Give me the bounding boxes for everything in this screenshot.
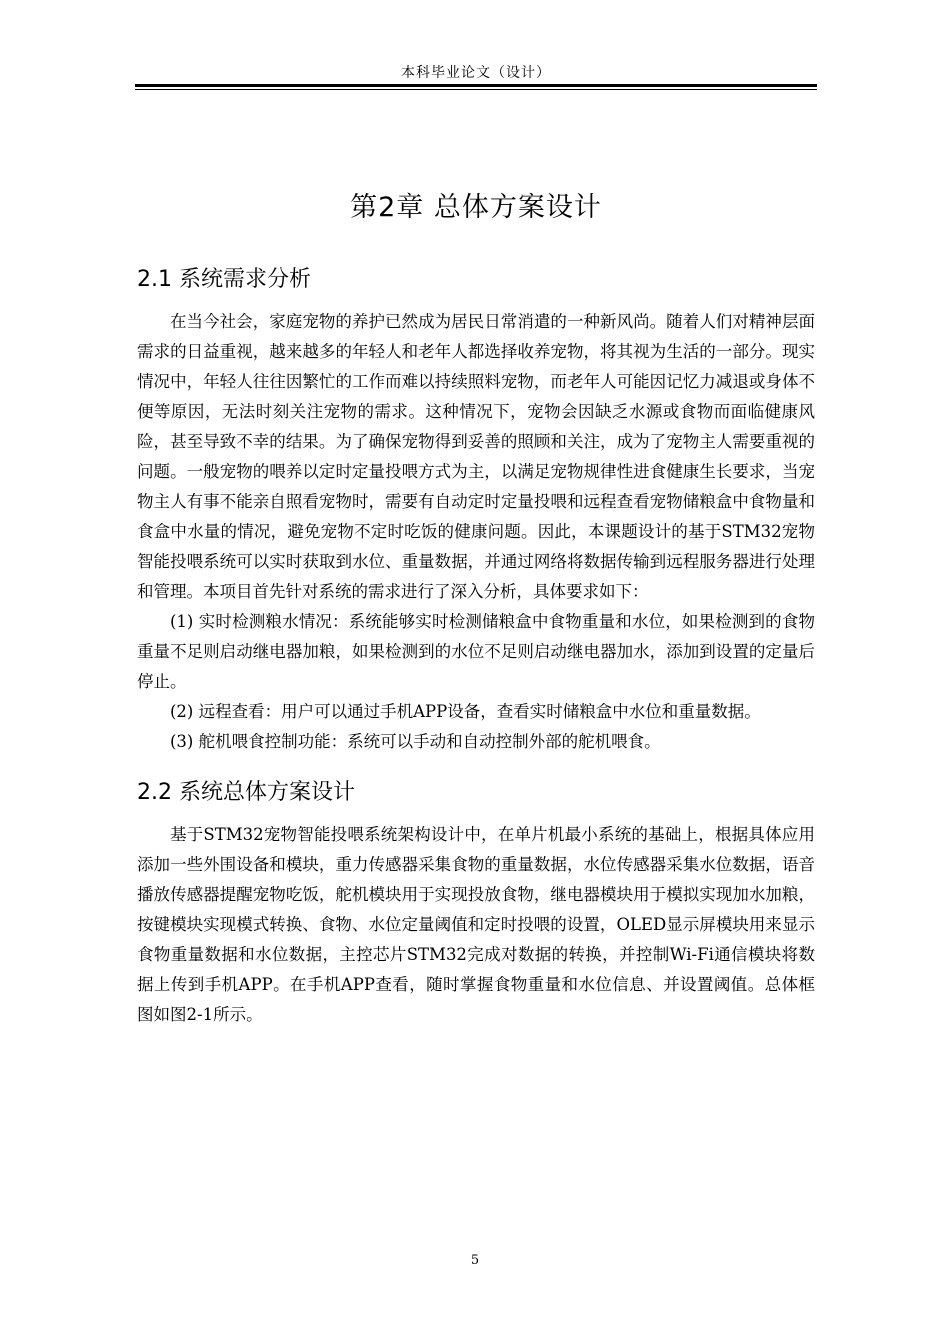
chapter-title: 第2章 总体方案设计 [350, 192, 602, 223]
running-header: 本科毕业论文（设计） [401, 65, 551, 81]
requirement-item-1: (1) 实时检测粮水情况：系统能够实时检测储粮盒中食物重量和水位，如果检测到的食物重量不足则启动继电器加粮，如果检测到的水位不足则启动继电器加水，添加到设置的定量后停止。 [137, 612, 815, 691]
paragraph-overall-design: 基于STM32宠物智能投喂系统架构设计中，在单片机最小系统的基础上，根据具体应用添加一些外围设备和模块，重力传感器采集食物的重量数据，水位传感器采集水位数据，语音播放传感器提醒宠物吃饭，舵机模块用于实现投放食物，继电器模块用于模拟实现加水加粮，按键模块实现模式转换、食物、水位定量阈值和定时投喂的设置，OLED显示屏模块用来显示食物重量数据和水位数据，主控芯片STM32完成对数据的转换，并控制Wi-Fi通信模块将数据上传到手机APP。在手机APP查看，随时掌握食物重量和水位信息、并设置阈值。总体框图如图2-1所示。 [137, 825, 815, 1024]
header-rule-thin [135, 89, 817, 90]
header-rule [135, 84, 817, 87]
paragraph-intro: 在当今社会，家庭宠物的养护已然成为居民日常消遣的一种新风尚。随着人们对精神层面需求的日益重视，越来越多的年轻人和老年人都选择收养宠物，将其视为生活的一部分。现实情况中，年轻人往往因繁忙的工作而难以持续照料宠物，而老年人可能因记忆力减退或身体不便等原因，无法时刻关注宠物的需求。这种情况下，宠物会因缺乏水源或食物而面临健康风险，甚至导致不幸的结果。为了确保宠物得到妥善的照顾和关注，成为了宠物主人需要重视的问题。一般宠物的喂养以定时定量投喂方式为主，以满足宠物规律性进食健康生长要求，当宠物主人有事不能亲自照看宠物时，需要有自动定时定量投喂和远程查看宠物储粮盒中食物量和食盒中水量的情况，避免宠物不定时吃饭的健康问题。因此，本课题设计的基于STM32宠物智能投喂系统可以实时获取到水位、重量数据，并通过网络将数据传输到远程服务器进行处理和管理。本项目首先针对系统的需求进行了深入分析，具体要求如下： [137, 312, 815, 601]
requirement-item-2: (2) 远程查看：用户可以通过手机APP设备，查看实时储粮盒中水位和重量数据。 [170, 702, 761, 721]
page-number: 5 [470, 1253, 480, 1268]
section-heading-2-1: 2.1 系统需求分析 [137, 267, 311, 292]
requirement-item-3: (3) 舵机喂食控制功能：系统可以手动和自动控制外部的舵机喂食。 [170, 732, 661, 751]
page-body [137, 185, 815, 1030]
section-heading-2-2: 2.2 系统总体方案设计 [137, 780, 355, 805]
